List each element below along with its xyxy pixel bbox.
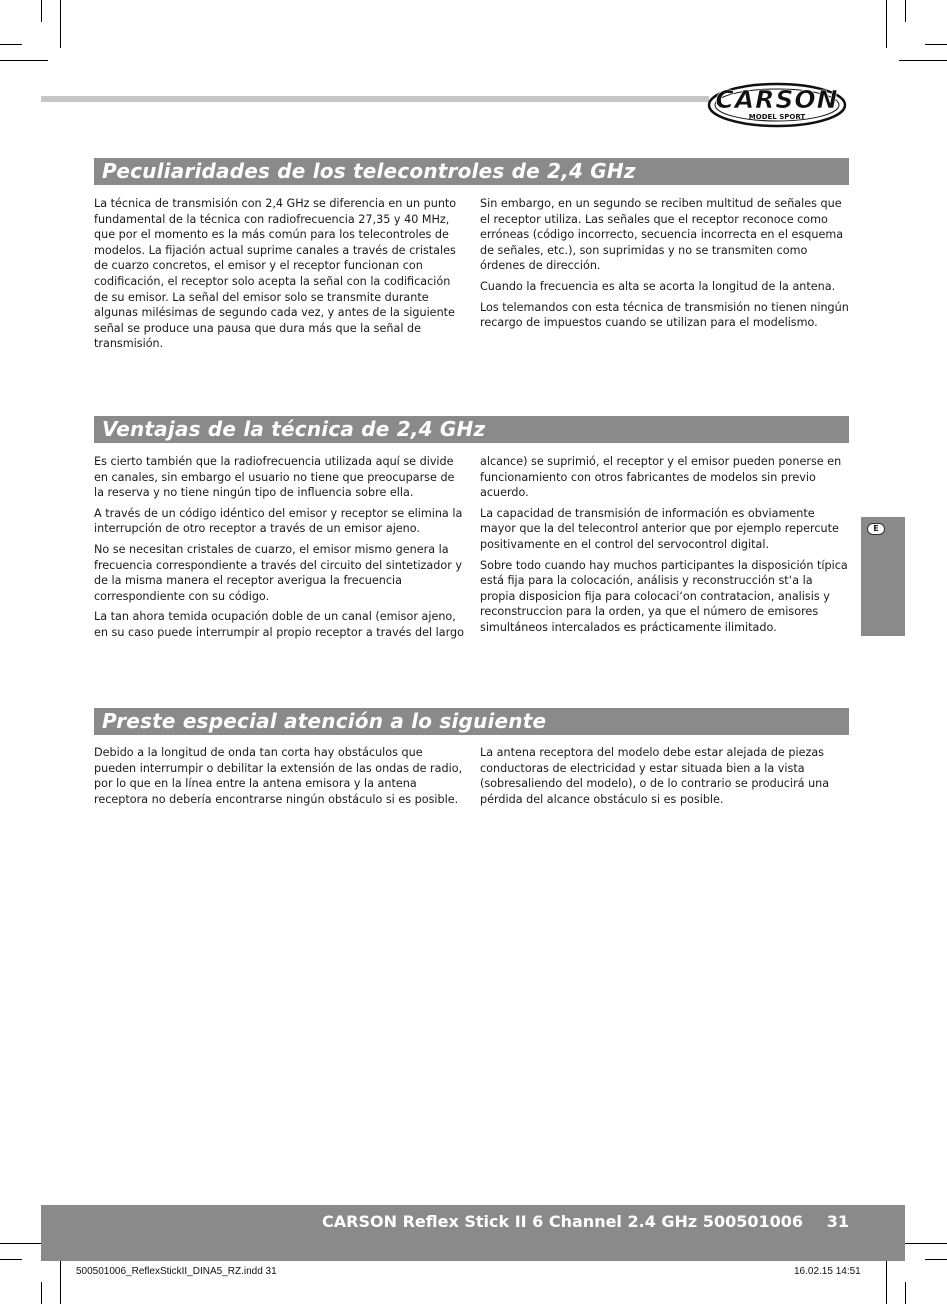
- paragraph: Sin embargo, en un segundo se reciben multitud de señales que el receptor utiliza. Las señales que el receptor reconoce como erróneas (código incorrecto, secuencia incorrecta en el esquema de señales, etc.), son suprimidas y no se transmiten como órdenes de dirección.: [480, 197, 844, 273]
- paragraph: La capacidad de transmisión de información es obviamente mayor que la del telecontrol anterior que por ejemplo repercute positivamente en el control del servocontrol digital.: [480, 506, 839, 551]
- text-column-right: [480, 454, 850, 641]
- paragraph: alcance) se suprimió, el receptor y el emisor pueden ponerse en funcionamiento con otros fabricantes de modelos sin previo acuerdo.: [480, 455, 842, 500]
- svg-text:CARSON: CARSON: [715, 85, 839, 114]
- slug-date: 16.02.15 14:51: [794, 1266, 861, 1277]
- paragraph: A través de un código idéntico del emisor y receptor se elimina la interrupción de otro receptor a través de un emisor ajeno.: [94, 506, 463, 536]
- footer-title: CARSON Reflex Stick II 6 Channel 2.4 GHz 500501006: [322, 1212, 803, 1231]
- crop-mark: [905, 0, 906, 22]
- paragraph: La tan ahora temida ocupación doble de un canal (emisor ajeno, en su caso puede interrumpir al propio receptor a través del largo: [94, 610, 464, 639]
- crop-mark: [925, 1259, 947, 1260]
- paragraph: La antena receptora del modelo debe estar alejada de piezas conductoras de electricidad y estar situada bien a la vista (sobresaliendo del modelo), o de lo contrario se producirá una pérdida del alcance obstáculo si es posible.: [480, 746, 830, 806]
- svg-text:MODEL SPORT: MODEL SPORT: [748, 113, 806, 121]
- language-badge: E: [867, 523, 885, 535]
- text-column-right: [480, 196, 850, 336]
- paragraph: No se necesitan cristales de cuarzo, el emisor mismo genera la frecuencia correspondiente a través del circuito del sintetizador y de la misma manera el receptor averigua la frecuencia correspondiente con su código.: [94, 542, 463, 603]
- section-title: Peculiaridades de los telecontroles de 2,4 GHz: [102, 159, 636, 183]
- section-title: Ventajas de la técnica de 2,4 GHz: [102, 417, 486, 441]
- crop-mark: [925, 44, 947, 45]
- text-column-right: [480, 745, 850, 812]
- section-header: [94, 416, 849, 443]
- crop-mark: [41, 0, 42, 22]
- crop-mark: [41, 1282, 42, 1304]
- crop-mark: [60, 1256, 61, 1304]
- paragraph: Los telemandos con esta técnica de transmisión no tienen ningún recargo de impuestos cuando se utilizan para el modelismo.: [480, 300, 849, 330]
- paragraph: Cuando la frecuencia es alta se acorta la longitud de la antena.: [480, 279, 836, 293]
- crop-mark: [886, 0, 887, 48]
- text-column-left: [94, 745, 464, 812]
- crop-mark: [0, 60, 48, 61]
- section-header: [94, 158, 849, 185]
- page-number: 31: [826, 1212, 849, 1231]
- crop-mark: [60, 0, 61, 48]
- paragraph: La técnica de transmisión con 2,4 GHz se diferencia en un punto fundamental de la técnica con radiofrecuencia 27,35 y 40 MHz, que por el momento es la más común para los telecontroles de modelos. La fijación actual suprime canales a través de cristales de cuarzo concretos, el emisor y el receptor funcionan con codificación, el receptor solo acepta la señal con la codificación de su emisor. La señal del emisor solo se transmite durante algunas milésimas de segundo cada vez, y antes de la siguiente señal se produce una pausa que dura más que la señal de transmisión.: [94, 197, 457, 351]
- crop-mark: [0, 1259, 22, 1260]
- crop-mark: [886, 1256, 887, 1304]
- language-tab: [861, 517, 905, 636]
- section-header: [94, 708, 849, 735]
- text-column-left: [94, 454, 464, 646]
- paragraph: Es cierto también que la radiofrecuencia utilizada aquí se divide en canales, sin embargo el usuario no tiene que preocuparse de la reserva y no tiene ningún tipo de influencia sobre ella.: [94, 455, 455, 500]
- paragraph: Sobre todo cuando hay muchos participantes la disposición típica está fija para la colocación, análisis y reconstrucción st‘a la propia disposicion fija para colocaci‘on contratacion, analisis y reconstruccion para la orden, ya que el número de emisores simultáneos intercalados es prácticamente ilimitado.: [480, 558, 848, 634]
- slug-filename: 500501006_ReflexStickII_DINA5_RZ.indd 31: [76, 1266, 277, 1277]
- text-column-left: [94, 196, 464, 357]
- crop-mark: [905, 1282, 906, 1304]
- header-bar: [41, 96, 709, 102]
- crop-mark: [0, 44, 22, 45]
- footer-bar: [41, 1205, 905, 1261]
- crop-mark: [899, 60, 947, 61]
- carson-logo: [702, 79, 852, 129]
- paragraph: Debido a la longitud de onda tan corta hay obstáculos que pueden interrumpir o debilitar la extensión de las ondas de radio, por lo que en la línea entre la antena emisora y la antena receptora no debería encontrarse ningún obstáculo si es posible.: [94, 746, 463, 806]
- section-title: Preste especial atención a lo siguiente: [102, 709, 547, 733]
- crop-mark: [899, 1243, 947, 1244]
